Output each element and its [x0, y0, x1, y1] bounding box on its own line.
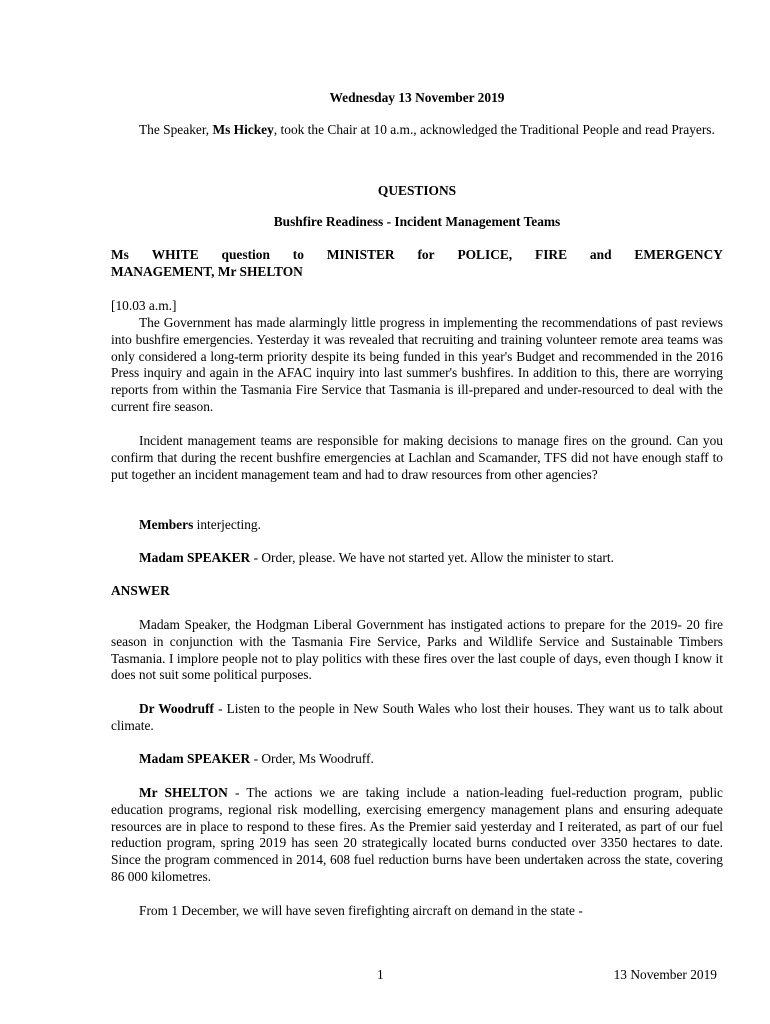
- speaker-name: Ms Hickey: [212, 122, 274, 137]
- speaker-remark-2: Madam SPEAKER - Order, Ms Woodruff.: [139, 751, 374, 766]
- woodruff-remark: Dr Woodruff - Listen to the people in New South Wales who lost their houses. They want us to talk about climate.: [111, 701, 723, 733]
- time-stamp: [10.03 a.m.]: [111, 298, 177, 313]
- opening-paragraph: The Speaker, Ms Hickey, took the Chair at 10 a.m., acknowledged the Traditional People and read Prayers.: [139, 122, 715, 137]
- question-heading-line2: MANAGEMENT, Mr SHELTON: [111, 263, 303, 279]
- question-paragraph-1: The Government has made alarmingly little progress in implementing the recommendations of past reviews into bushfire emergencies. Yesterday it was revealed that recruiting and training volunteer remote area teams was only considered a long-term priority despite its being funded in this year's Budget and recommended in the 2016 Press inquiry and again in the AFAC inquiry into last summer's bushfires. In addition to this, there are worrying reports from within the Tasmania Fire Service that Tasmania is ill-prepared and under-resourced to deal with the current fire season.: [111, 315, 723, 414]
- document-page: [111, 0, 723, 1024]
- page-number: 1: [377, 967, 384, 982]
- shelton-answer: Mr SHELTON - The actions we are taking include a nation-leading fuel-reduction program, public education programs, regional risk modelling, exercising emergency management plans and ensuring adequate resources are in place to respond to these fires. As the Premier said yesterday and I reiterated, as part of our fuel reduction program, spring 2019 has seen 20 strategically located burns conducted over 3350 hectares to date. Since the program commenced in 2014, 608 fuel reduction burns have been undertaken across the state, covering 86 000 kilometres.: [111, 785, 723, 884]
- question-heading: [111, 247, 723, 281]
- footer-date: 13 November 2019: [613, 967, 717, 982]
- speaker-remark-1: Madam SPEAKER - Order, please. We have not started yet. Allow the minister to start.: [139, 550, 614, 565]
- answer-heading: ANSWER: [111, 583, 170, 598]
- question-paragraph-2: Incident management teams are responsible for making decisions to manage fires on the ground. Can you confirm that during the recent bushfire emergencies at Lachlan and Scamander, TFS did not have enough staff to put together an incident management team and had to draw resources from other agencies?: [111, 433, 723, 482]
- sitting-date: Wednesday 13 November 2019: [329, 90, 505, 105]
- question-subject: Bushfire Readiness - Incident Management Teams: [273, 214, 561, 229]
- interjection: Members interjecting.: [139, 517, 261, 532]
- question-heading-line1: Ms WHITE question to MINISTER for POLICE, FIRE and EMERGENCY: [111, 247, 723, 262]
- closing-paragraph: From 1 December, we will have seven firefighting aircraft on demand in the state -: [139, 903, 583, 918]
- page-footer: [111, 967, 723, 985]
- answer-paragraph-1: Madam Speaker, the Hodgman Liberal Government has instigated actions to prepare for the 2019- 20 fire season in conjunction with the Tasmania Fire Service, Parks and Wildlife Service and Sustainable Timbers Tasmania. I implore people not to play politics with these fires over the last couple of days, even though I know it does not suit some political purposes.: [111, 617, 723, 683]
- section-title: QUESTIONS: [377, 183, 457, 198]
